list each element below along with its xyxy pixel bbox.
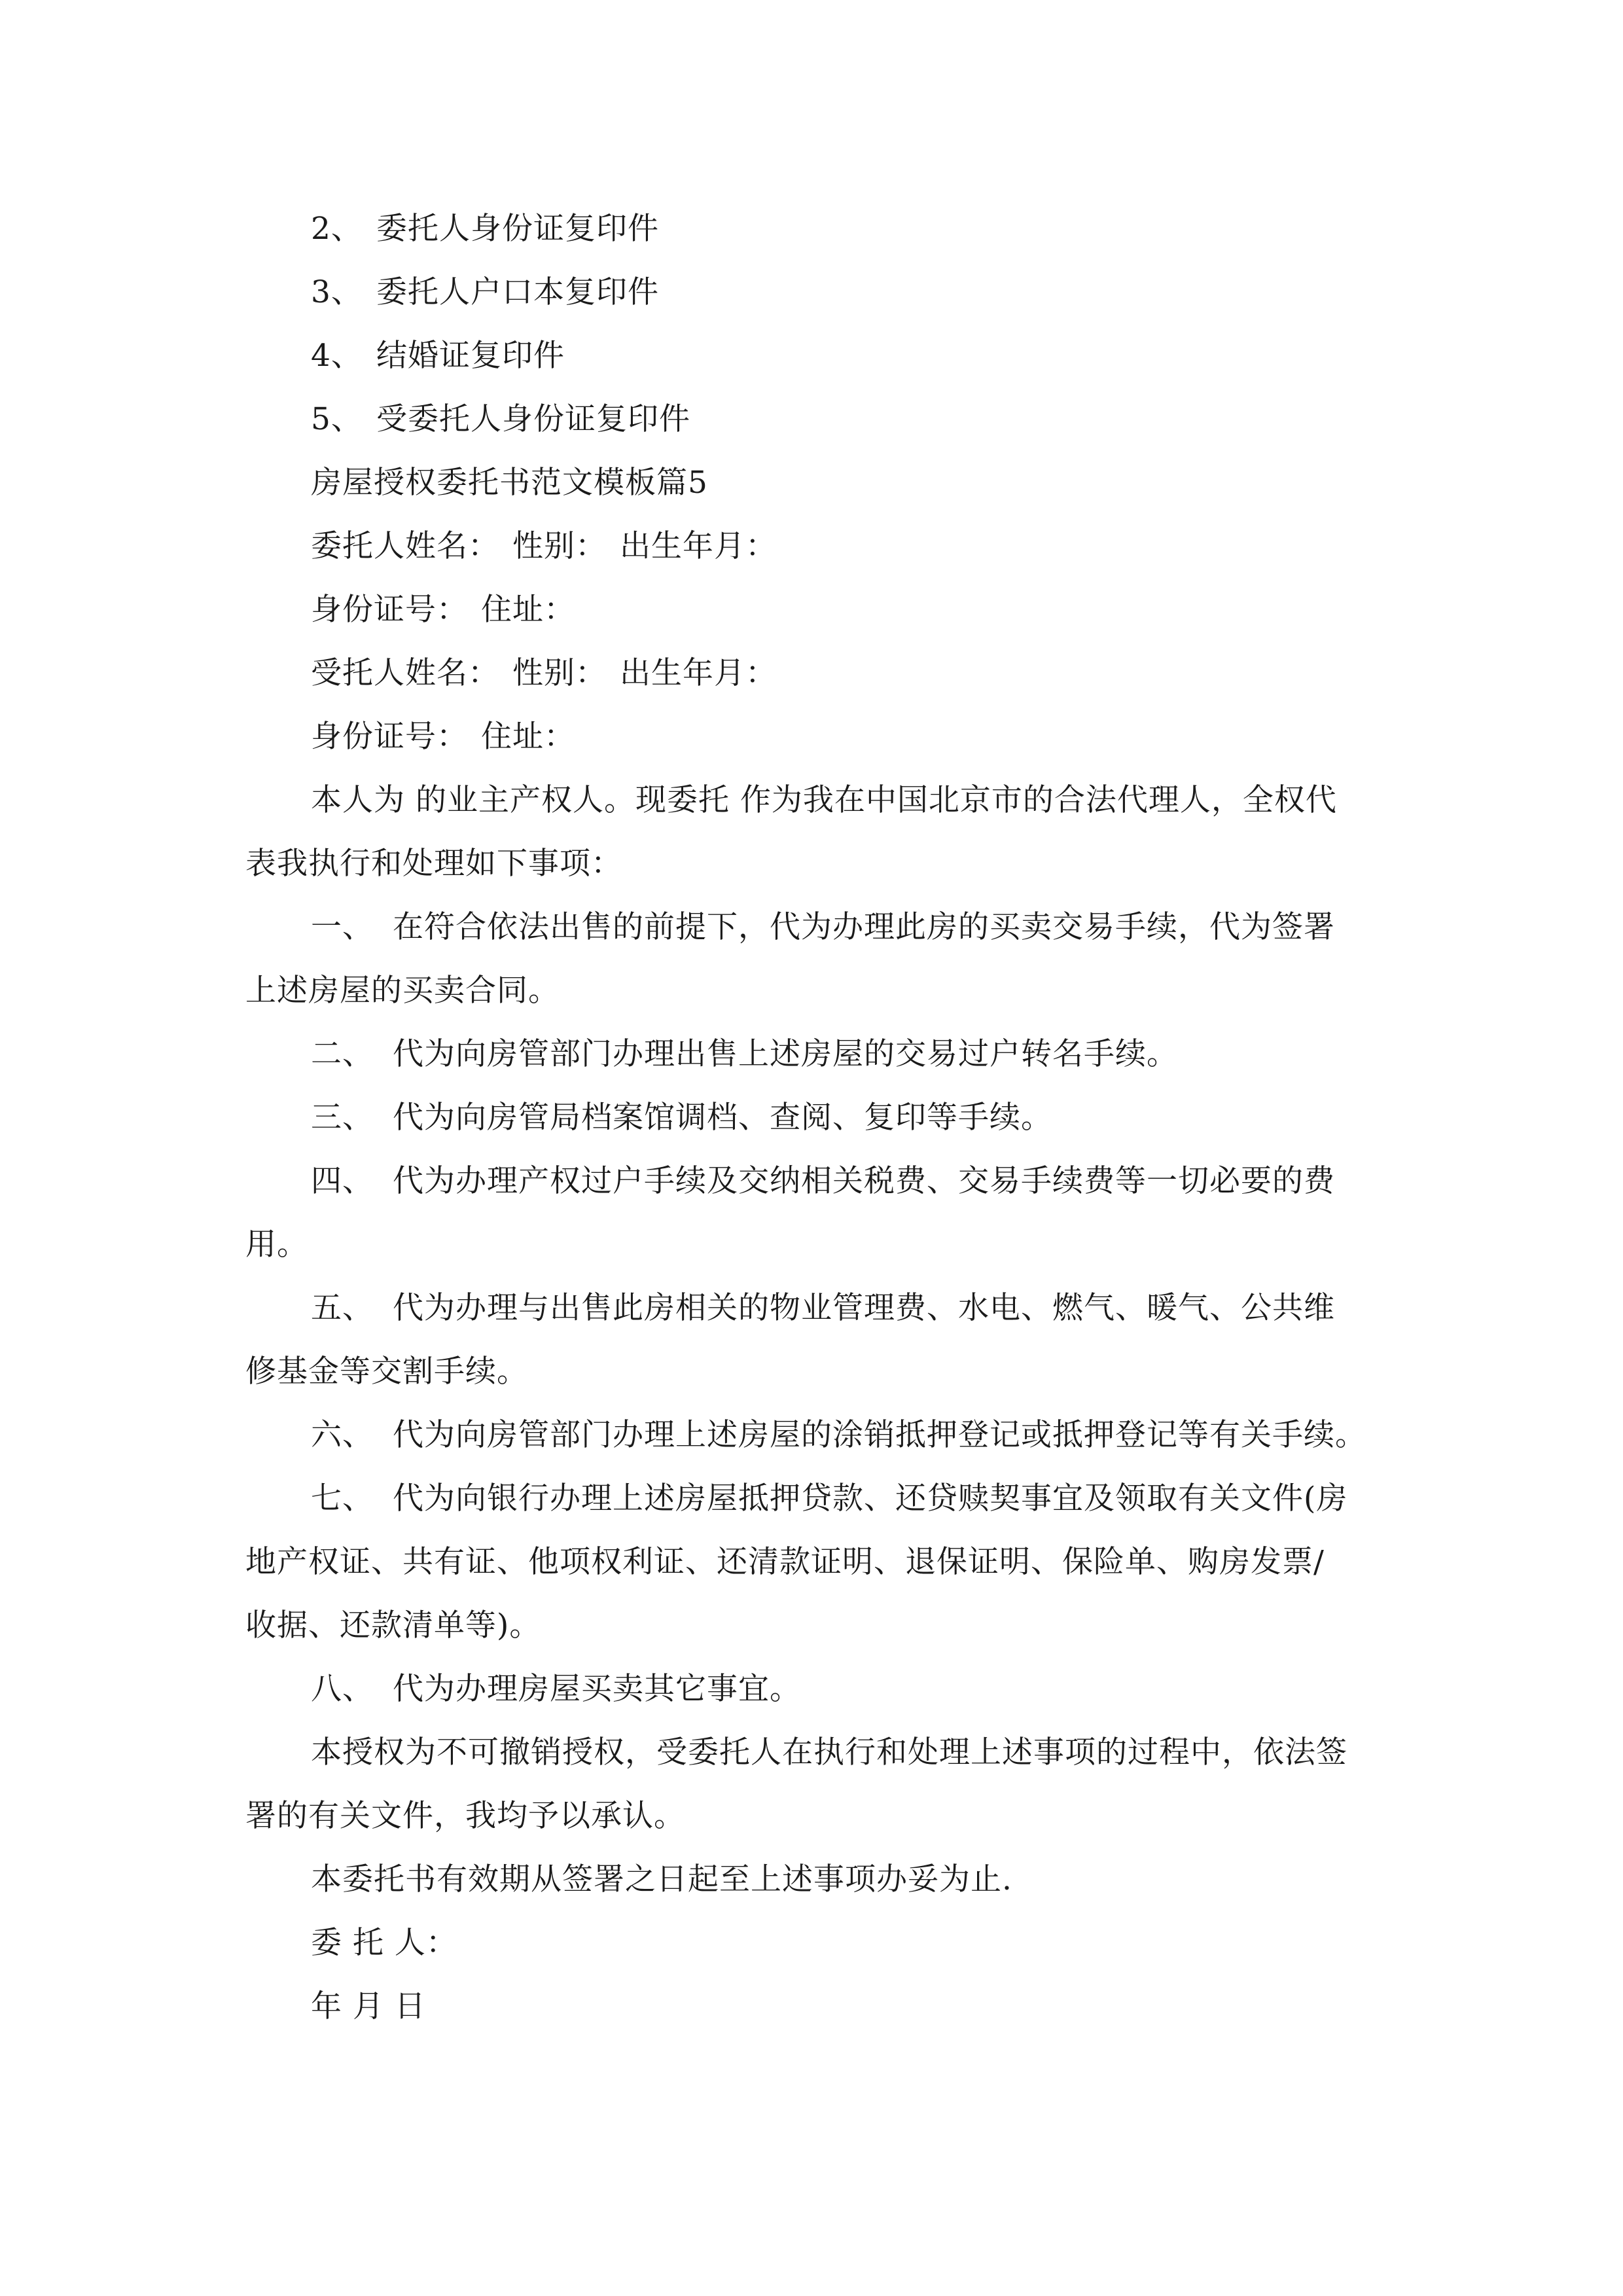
item-text: 代为向房管局档案馆调档、查阅、复印等手续。 — [393, 1100, 1052, 1136]
item-text: 代为办理与出售此房相关的物业管理费、水电、燃气、暖气、公共维 — [393, 1290, 1335, 1326]
item-text: 代为向银行办理上述房屋抵押贷款、还贷赎契事宜及领取有关文件(房 — [393, 1480, 1348, 1516]
attachment-text: 结婚证复印件 — [376, 338, 565, 374]
principal-birth-label: 出生年月： — [620, 528, 777, 564]
signature-date-label: 年 月 日 — [311, 1988, 426, 2024]
attachment-item — [311, 209, 659, 249]
authorized-item — [311, 1289, 1335, 1328]
authorized-item — [311, 908, 1335, 947]
principal-id-row — [311, 590, 575, 630]
attachment-text: 受委托人身份证复印件 — [376, 401, 690, 437]
item-number: 七、 — [311, 1480, 374, 1516]
item-continuation: 地产权证、共有证、他项权利证、还清款证明、退保证明、保险单、购房发票/ — [245, 1544, 1325, 1580]
authorized-item — [311, 1479, 1347, 1518]
principal-name-label: 委托人姓名： — [311, 528, 499, 564]
item-number: 五、 — [311, 1290, 374, 1326]
item-text: 代为办理房屋买卖其它事宜。 — [393, 1671, 801, 1707]
agent-birth-label: 出生年月： — [620, 655, 777, 691]
authorized-item — [311, 1098, 1052, 1138]
principal-info-row — [311, 527, 777, 566]
attachment-number: 4、 — [311, 338, 363, 374]
item-number: 二、 — [311, 1036, 374, 1072]
item-number: 六、 — [311, 1417, 374, 1453]
principal-address-label: 住址： — [481, 592, 575, 628]
attachment-item — [311, 336, 565, 376]
authorized-item — [311, 1416, 1366, 1455]
attachment-number: 5、 — [311, 401, 363, 437]
item-number: 三、 — [311, 1100, 374, 1136]
agent-id-label: 身份证号： — [311, 719, 468, 755]
item-continuation: 收据、还款清单等)。 — [245, 1607, 541, 1643]
irrevocable-clause: 本授权为不可撤销授权，受委托人在执行和处理上述事项的过程中，依法签 — [311, 1734, 1347, 1770]
intro-line: 本人为 的业主产权人。现委托 作为我在中国北京市的合法代理人，全权代 — [311, 782, 1337, 818]
attachment-text: 委托人户口本复印件 — [376, 274, 659, 310]
item-number: 一、 — [311, 909, 374, 945]
authorized-item — [311, 1162, 1335, 1201]
agent-address-label: 住址： — [481, 719, 575, 755]
attachment-number: 2、 — [311, 211, 363, 247]
item-number: 八、 — [311, 1671, 374, 1707]
item-continuation: 用。 — [245, 1227, 308, 1263]
attachment-item — [311, 273, 659, 312]
item-text: 代为向房管部门办理上述房屋的涂销抵押登记或抵押登记等有关手续。 — [393, 1417, 1366, 1453]
item-text: 代为向房管部门办理出售上述房屋的交易过户转名手续。 — [393, 1036, 1178, 1072]
item-number: 四、 — [311, 1163, 374, 1199]
authorized-item — [311, 1035, 1178, 1074]
agent-id-row — [311, 717, 575, 757]
item-continuation: 上述房屋的买卖合同。 — [245, 973, 560, 1009]
item-text: 代为办理产权过户手续及交纳相关税费、交易手续费等一切必要的费 — [393, 1163, 1335, 1199]
principal-id-label: 身份证号： — [311, 592, 468, 628]
principal-gender-label: 性别： — [512, 528, 607, 564]
item-text: 在符合依法出售的前提下，代为办理此房的买卖交易手续，代为签署 — [393, 909, 1335, 945]
intro-line: 表我执行和处理如下事项： — [245, 846, 622, 882]
attachment-number: 3、 — [311, 274, 363, 310]
attachment-text: 委托人身份证复印件 — [376, 211, 659, 247]
authorized-item — [311, 1670, 801, 1709]
signature-principal-label: 委 托 人： — [311, 1925, 457, 1961]
agent-name-label: 受托人姓名： — [311, 655, 499, 691]
agent-info-row — [311, 654, 777, 693]
attachment-item — [311, 400, 690, 439]
item-continuation: 修基金等交割手续。 — [245, 1354, 528, 1390]
irrevocable-clause-continuation: 署的有关文件，我均予以承认。 — [245, 1798, 685, 1834]
agent-gender-label: 性别： — [512, 655, 607, 691]
validity-statement: 本委托书有效期从签署之日起至上述事项办妥为止. — [311, 1861, 1012, 1897]
section-title: 房屋授权委托书范文模板篇5 — [311, 465, 708, 501]
